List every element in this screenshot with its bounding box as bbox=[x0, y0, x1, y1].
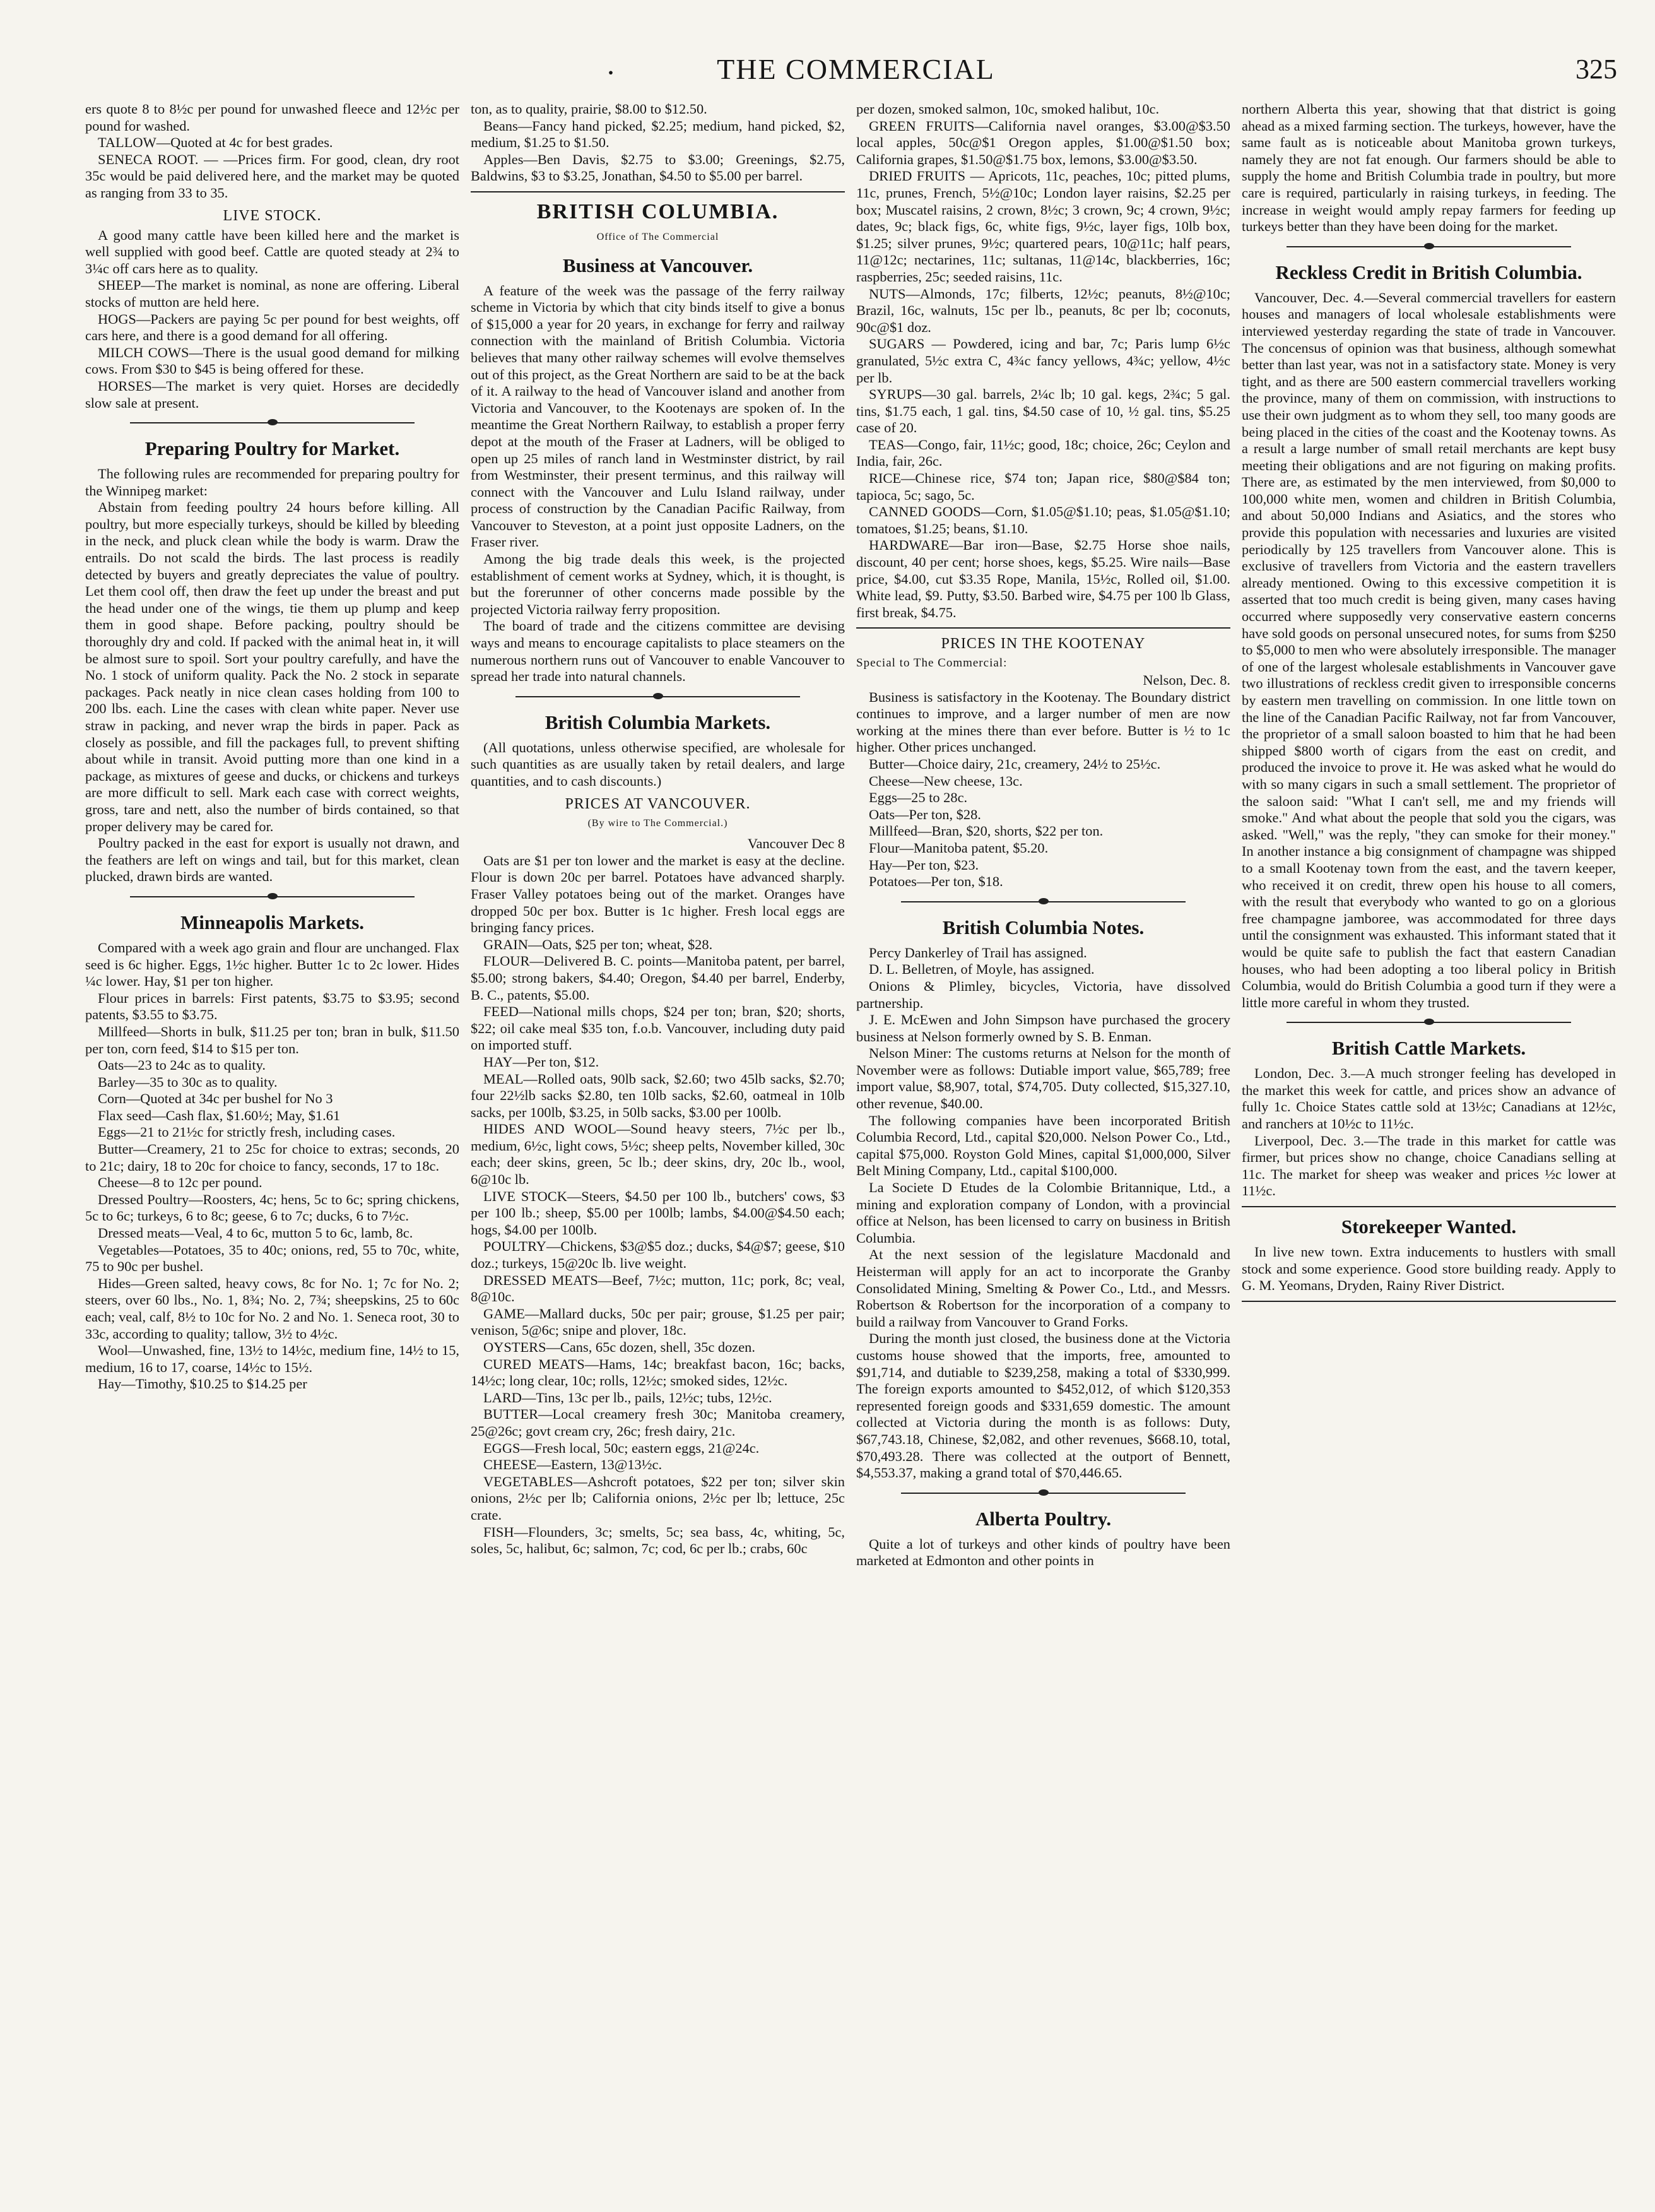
paragraph: Poultry packed in the east for export is usually not drawn, and the feathers are left on wings and tail, but for this market, clean plucked, drawn birds are wanted. bbox=[85, 835, 459, 885]
paragraph: Flax seed—Cash flax, $1.60½; May, $1.61 bbox=[98, 1107, 341, 1123]
paragraph: Barley—35 to 30c as to quality. bbox=[98, 1073, 278, 1090]
paragraph: A feature of the week was the passage of the ferry railway scheme in Victoria by which that city binds itself to give a bonus of $15,000 a year for 20 years, in exchange for ferry and railway connection with the mainland of British Columbia. Victoria believes that many other railway schemes will evolve themselves out of this project, as the Great Northern are said to be at the back of it. A railway to the head of Vancouver island and another from Victoria and Vancouver, to the Kootenays are spoken of. In the meantime the Great Northern Railway, to establish a proper ferry depot at the mouth of the Fraser at Ladners, will be obliged to open up 25 miles of ranch land in Westminster district, by rail from Westminster, their present terminus, and this railway will connect with the Vancouver and Lulu Island railway, under process of construction by the Canadian Pacific Railway, from Vancouver to Steveston, at a point just opposite Ladners, on the Fraser river. bbox=[471, 282, 845, 550]
paragraph: TALLOW—Quoted at 4c for best grades. bbox=[98, 134, 333, 151]
paragraph: Onions & Plimley, bicycles, Victoria, have dissolved partnership. bbox=[856, 978, 1230, 1011]
paragraph: Oats—23 to 24c as to quality. bbox=[98, 1057, 266, 1073]
divider bbox=[1242, 1206, 1616, 1207]
paragraph: Quite a lot of turkeys and other kinds of poultry have been marketed at Edmonton and other points in bbox=[856, 1535, 1230, 1569]
paragraph: A good many cattle have been killed here and the market is well supplied with good beef. Cattle are quoted steady at 2¾ to 3¼c off cars here as to quality. bbox=[85, 227, 459, 276]
paragraph: Flour prices in barrels: First patents, $3.75 to $3.95; second patents, $3.55 to $3.75. bbox=[85, 990, 459, 1023]
paragraph: Among the big trade deals this week, is the projected establishment of cement works at Sydney, which, it is thought, is but the forerunner of other concerns made possible by the projected Victoria railway ferry proposition. bbox=[471, 551, 845, 617]
paragraph: VEGETABLES—Ashcroft potatoes, $22 per ton; silver skin onions, 2½c per lb; California onions, 2½c per lb; lettuce, 25c crate. bbox=[471, 1473, 845, 1523]
paragraph: OYSTERS—Cans, 65c dozen, shell, 35c dozen. bbox=[483, 1339, 755, 1355]
paragraph: Cheese—New cheese, 13c. bbox=[869, 772, 1023, 789]
ornamental-divider bbox=[471, 690, 845, 703]
article-columns bbox=[85, 101, 1618, 2190]
subheading-prices-at-vancouver: PRICES AT VANCOUVER. bbox=[565, 795, 751, 812]
paragraph: Percy Dankerley of Trail has assigned. bbox=[869, 944, 1087, 961]
article-heading-bc-notes: British Columbia Notes. bbox=[942, 916, 1145, 938]
column-3 bbox=[856, 101, 1230, 2184]
paragraph: Business is satisfactory in the Kootenay. The Boundary district continues to improve, and a larger number of men are now working at the mines there than ever before. Butter is ½ to 1c higher. Other prices unchanged. bbox=[856, 689, 1230, 755]
paragraph: CHEESE—Eastern, 13@13½c. bbox=[483, 1457, 663, 1473]
paragraph: LARD—Tins, 13c per lb., pails, 12½c; tubs, 12½c. bbox=[483, 1389, 772, 1405]
paragraph: Millfeed—Shorts in bulk, $11.25 per ton; bran in bulk, $11.50 per ton, corn feed, $14 to $15 per ton. bbox=[85, 1023, 459, 1056]
paragraph: SUGARS — Powdered, icing and bar, 7c; Paris lump 6½c granulated, 5½c extra C, 4¾c fancy yellows, 4¾c; yellow, 4½c per lb. bbox=[856, 336, 1230, 386]
ornamental-divider bbox=[85, 890, 459, 903]
column-2 bbox=[471, 101, 845, 2184]
paragraph: J. E. McEwen and John Simpson have purchased the grocery business at Nelson formerly owned by S. B. Enman. bbox=[856, 1012, 1230, 1044]
paragraph: Flour—Manitoba patent, $5.20. bbox=[869, 839, 1049, 856]
paragraph: Beans—Fancy hand picked, $2.25; medium, hand picked, $2, medium, $1.25 to $1.50. bbox=[471, 117, 845, 151]
paragraph: MEAL—Rolled oats, 90lb sack, $2.60; two 45lb sacks, $2.70; four 22½lb sacks $2.80, ten 10lb sacks, $2.60, oatmeal in 10lb sacks, per 100lb, $3.25, in 50lb sacks, $3.00 per 100lb. bbox=[471, 1070, 845, 1120]
paragraph: BUTTER—Local creamery fresh 30c; Manitoba creamery, 25@26c; govt cream cry, 26c; fresh dairy, 21c. bbox=[471, 1406, 845, 1439]
paragraph: HOGS—Packers are paying 5c per pound for best weights, off cars here, and there is a good demand for all offering. bbox=[85, 311, 459, 344]
ornamental-divider bbox=[85, 417, 459, 429]
paragraph: HORSES—The market is very quiet. Horses are decidedly slow sale at present. bbox=[85, 377, 459, 411]
section-heading-live-stock: LIVE STOCK. bbox=[223, 207, 322, 224]
special-note: Special to The Commercial: bbox=[856, 656, 1008, 670]
paragraph: Vancouver, Dec. 4.—Several commercial travellers for eastern houses and managers of local wholesale establishments were interviewed yesterday regarding the state of trade in Vancouver. The concensus of opinion was that business, although somewhat better than last year, was not in a satisfactory state. Money is very tight, and as there are 500 eastern commercial travellers working the province, many of them on commission, with instructions to use their own judgment as to whom they sell, too many goods are being placed in the cities of the coast and the Kootenay towns. As a result a large number of small retail merchants are kept busy meeting their obligations and are not figuring on making profits. There are, as estimated by the men interviewed, from $0,000 to 100,000 white men, women and children in British Columbia, and about 50,000 Indians and Asiatics, and the stores who provide this population with necessaries and luxuries are visited periodically by 125 travellers from Vancouver alone. This is exclusive of travellers from Victoria and the eastern travellers already mentioned. Owing to this excessive competition it is asserted that too much credit is being given, many cases having occurred where supposedly very conservative eastern concerns have sold goods on personal unsecured notes, for sums from $250 to $5,000 to men who were absolutely irresponsible. The manager of one of the largest wholesale establishments in Vancouver gave two illustrations of reckless credit given to irresponsible concerns by eastern men travelling on commission. In one little town on the line of the Canadian Pacific Railway, not far from Vancouver, the proprietor of a small saloon boasted to him that he had been shipped $800 worth of cigars from the east on credit, and produced the invoice to prove it. He was asked what he would do with so many cigars in such a small settlement. The proprietor of the saloon said: "What I can't sell, me and my friends will smoke." And what about the people that sold you the cigars, was asked. "Well," was the reply, "they can smoke for their money." In another instance a big consignment of champagne was shipped to a small Kootenay town from the east, and the tavern keeper, who received it on credit, threw open his house to all comers, with the result that everybody who wanted to go on a glorious free champagne jamboree, was accommodated for three days until the consignment was exhausted. This informant stated that it would be quite safe to publish the fact that eastern Canadian houses, who had been adopting a too liberal policy in British Columbia, would do British Columbia a good turn if they were a little more careful in whom they trusted. bbox=[1242, 289, 1616, 1010]
paragraph: FLOUR—Delivered B. C. points—Manitoba patent, per barrel, $5.00; strong bakers, $4.40; Oregon, $4.40 per barrel, Enderby, B. C., patents, $5.00. bbox=[471, 953, 845, 1003]
paragraph: FISH—Flounders, 3c; smelts, 5c; sea bass, 4c, whiting, 5c, soles, 5c, halibut, 6c; salmon, 7c; cod, 6c per lb.; crabs, 60c bbox=[471, 1523, 845, 1557]
paragraph: SHEEP—The market is nominal, as none are offering. Liberal stocks of mutton are held here. bbox=[85, 277, 459, 310]
paragraph: Liverpool, Dec. 3.—The trade in this market for cattle was firmer, but prices show no change, choice Canadians selling at 11c. The market for sheep was weaker and prices ½c lower at 11½c. bbox=[1242, 1132, 1616, 1199]
paragraph: Hay—Timothy, $10.25 to $14.25 per bbox=[98, 1376, 307, 1392]
column-1 bbox=[85, 101, 459, 2184]
paragraph: Apples—Ben Davis, $2.75 to $3.00; Greenings, $2.75, Baldwins, $3 to $3.25, Jonathan, $4.50 to $5.00 per barrel. bbox=[471, 151, 845, 184]
section-heading-british-columbia: BRITISH COLUMBIA. bbox=[536, 199, 779, 223]
paragraph: Butter—Creamery, 21 to 25c for choice to extras; seconds, 20 to 21c; dairy, 18 to 20c for choice to fancy, seconds, 17 to 18c. bbox=[85, 1141, 459, 1174]
ornamental-divider bbox=[856, 1487, 1230, 1499]
paragraph: GAME—Mallard ducks, 50c per pair; grouse, $1.25 per pair; venison, 5@6c; snipe and plover, 18c. bbox=[471, 1305, 845, 1339]
paragraph: Potatoes—Per ton, $18. bbox=[869, 873, 1003, 890]
paragraph: Oats—Per ton, $28. bbox=[869, 806, 981, 822]
paragraph: GRAIN—Oats, $25 per ton; wheat, $28. bbox=[483, 936, 713, 952]
ornamental-divider bbox=[1242, 240, 1616, 253]
advertisement-heading-storekeeper-wanted: Storekeeper Wanted. bbox=[1341, 1215, 1517, 1238]
article-heading-alberta-poultry: Alberta Poultry. bbox=[975, 1507, 1112, 1530]
paragraph: Eggs—25 to 28c. bbox=[869, 790, 968, 806]
paragraph: CANNED GOODS—Corn, $1.05@$1.10; peas, $1.05@$1.10; tomatoes, $1.25; beans, $1.10. bbox=[856, 504, 1230, 536]
divider bbox=[856, 627, 1230, 629]
paragraph: RICE—Chinese rice, $74 ton; Japan rice, $80@$84 ton; tapioca, 5c; sago, 5c. bbox=[856, 470, 1230, 503]
paragraph: EGGS—Fresh local, 50c; eastern eggs, 21@24c. bbox=[483, 1440, 760, 1456]
column-4 bbox=[1242, 101, 1616, 2184]
publication-title: THE COMMERCIAL bbox=[717, 53, 995, 85]
paragraph: Millfeed—Bran, $20, shorts, $22 per ton. bbox=[869, 823, 1104, 839]
article-heading-minneapolis-markets: Minneapolis Markets. bbox=[180, 911, 365, 933]
ornamental-divider bbox=[1242, 1016, 1616, 1029]
dateline: Vancouver Dec 8 bbox=[747, 836, 845, 852]
paragraph: During the month just closed, the business done at the Victoria customs house showed that the imports, free, amounted to $91,714, and dutiable to $239,258, making a total of $330,999. The foreign exports amounted to $452,012, of which $120,353 represented foreign goods and $331,659 domestic. The amount collected at Victoria during the month is as follows: Duty, $67,743.18, Chinese, $2,082, and other revenues, $668.10, total, $70,493.28. There was collected at the outport of Bennett, $4,553.37, making a grand total of $70,446.65. bbox=[856, 1330, 1230, 1481]
page-number: 325 bbox=[1575, 54, 1617, 85]
paragraph: ton, as to quality, prairie, $8.00 to $12.50. bbox=[471, 101, 707, 117]
paragraph: London, Dec. 3.—A much stronger feeling has developed in the market this week for cattle, and prices show an advance of fully 1c. Choice States cattle sold at 13½c; Canadians at 12½c, and ranchers at 10½c to 11½c. bbox=[1242, 1065, 1616, 1132]
paragraph: SENECA ROOT. — —Prices firm. For good, clean, dry root 35c would be paid delivered here, and the market may be quoted as ranging from 33 to 35. bbox=[85, 151, 459, 201]
paragraph: Cheese—8 to 12c per pound. bbox=[98, 1174, 262, 1191]
paragraph: SYRUPS—30 gal. barrels, 2¼c lb; 10 gal. kegs, 2¾c; 5 gal. tins, $1.75 each, 1 gal. tins, $4.50 case of 10, ½ gal. tins, $5.25 case of 20. bbox=[856, 386, 1230, 436]
paragraph: Oats are $1 per ton lower and the market is easy at the decline. Flour is down 20c per barrel. Potatoes have advanced sharply. Fraser Valley potatoes being out of the market. Oranges have dropped 50c per box. Butter is 1c higher. Fresh local eggs are bringing fancy prices. bbox=[471, 852, 845, 936]
paragraph: Hides—Green salted, heavy cows, 8c for No. 1; 7c for No. 2; steers, over 60 lbs., No. 1, 8¾; No. 2, 7¾; sheepskins, 25 to 60c each; veal, calf, 8½ to 10c for No. 2 and No. 1. Seneca root, 30 to 33c, according to quality; tallow, 3½ to 4½c. bbox=[85, 1275, 459, 1342]
advertisement-text: In live new town. Extra inducements to hustlers with small stock and some experience. Good store building ready. Apply to G. M. Yeomans, Dryden, Rainy River District. bbox=[1242, 1244, 1616, 1294]
paragraph: Corn—Quoted at 34c per bushel for No 3 bbox=[98, 1091, 333, 1107]
byline: Office of The Commercial bbox=[596, 231, 719, 242]
paragraph: Vegetables—Potatoes, 35 to 40c; onions, red, 55 to 70c, white, 75 to 90c per bushel. bbox=[85, 1241, 459, 1275]
paragraph: Butter—Choice dairy, 21c, creamery, 24½ to 25½c. bbox=[869, 755, 1161, 772]
paragraph: DRIED FRUITS — Apricots, 11c, peaches, 10c; pitted plums, 11c, prunes, French, 5½@10c; London layer raisins, $2.25 per box; Muscatel raisins, 2 crown, 8½c; 3 crown, 9c; 4 crown, 9½c; dates, 9c; black figs, 6c, white figs, 9½c, layer figs, 10lb box, $1.25; silver prunes, 9½c; quartered pears, 10@11c; half pears, 11@12c; nectarines, 11c; sultanas, 11@14c, blackberries, 16c; raspberries, 25c; seeded raisins, 11c. bbox=[856, 168, 1230, 285]
divider bbox=[471, 191, 845, 192]
paragraph: Abstain from feeding poultry 24 hours before killing. All poultry, but more especially turkeys, should be killed by bleeding in the neck, and pluck clean while the body is warm. Draw the entrails. Do not scald the birds. The last process is readily detected by buyers and greatly depreciates the value of poultry. Let them cool off, then draw the feet up under the breast and put the head under one of the wings, tie them up plump and keep them in good shape. Before packing, poultry should be thoroughly dry and cold. If packed with the animal heat in, it will be almost sure to spoil. Sort your poultry carefully, and have the No. 1 stock of uniform quality. Pack the No. 2 stock in separate packages. Pack neatly in nice clean cases holding from 100 to 200 lbs. each. Line the cases with clean white paper. Never use straw in packing, and never wrap the birds in paper. Pack as closely as possible, and fill the packages full, to prevent shifting about while in transit. Avoid putting more than one kind in a package, as mixtures of geese and ducks, or chickens and turkeys are more difficult to sell. Mark each case with correct weights, gross, tare and nett, also the number of birds contained, so that proper delivery may be cared for. bbox=[85, 499, 459, 834]
paragraph: At the next session of the legislature Macdonald and Heisterman will apply for an act to incorporate the Granby Consolidated Mining, Smelting & Power Co., Ltd., and Messrs. Robertson & Robertson for the incorporation of a company to build a railway from Vancouver to Grand Forks. bbox=[856, 1246, 1230, 1330]
paragraph: The board of trade and the citizens committee are devising ways and means to encourage capitalists to place steamers on the numerous northern runs out of Vancouver to enable Vancouver to spread her trade into natural channels. bbox=[471, 618, 845, 685]
paragraph: POULTRY—Chickens, $3@$5 doz.; ducks, $4@$7; geese, $10 doz.; turkeys, 15@20c lb. live weight. bbox=[471, 1238, 845, 1272]
article-heading-bc-markets: British Columbia Markets. bbox=[545, 711, 771, 733]
paragraph: D. L. Belletren, of Moyle, has assigned. bbox=[869, 961, 1095, 978]
paragraph: The following companies have been incorporated British Columbia Record, Ltd., capital $20,000. Nelson Power Co., Ltd., capital $75,000. Royston Gold Mines, capital $1,000,000, Silver Belt Mining Company, Ltd., capital $100,000. bbox=[856, 1112, 1230, 1179]
article-heading-preparing-poultry: Preparing Poultry for Market. bbox=[144, 437, 400, 460]
paragraph: HIDES AND WOOL—Sound heavy steers, 7½c per lb., medium, 6½c, light cows, 5½c; sheep pelts, November killed, 30c each; deer skins, green, 5c lb.; deer skins, dry, 20c lb., wool, 6@10c lb. bbox=[471, 1121, 845, 1188]
ornamental-divider bbox=[856, 896, 1230, 908]
paragraph: HARDWARE—Bar iron—Base, $2.75 Horse shoe nails, discount, 40 per cent; horse shoes, kegs, $5.25. Wire nails—Base price, $4.00, cut $3.35 Rope, Manila, 15½c, Rolled oil, $1.00. White lead, $9. Putty, $3.50. Barbed wire, $4.75 per 100 lb Glass, first break, $4.75. bbox=[856, 537, 1230, 620]
subheading-prices-in-kootenay: PRICES IN THE KOOTENAY bbox=[941, 636, 1146, 653]
paragraph: LIVE STOCK—Steers, $4.50 per 100 lb., butchers' cows, $3 per 100 lb.; sheep, $5.00 per 100lb; lambs, $4.00@$4.50 each; hogs, $4.00 per 100lb. bbox=[471, 1188, 845, 1238]
paragraph: DRESSED MEATS—Beef, 7½c; mutton, 11c; pork, 8c; veal, 8@10c. bbox=[471, 1272, 845, 1305]
paragraph: northern Alberta this year, showing that that district is going ahead as a mixed farming section. The turkeys, however, have the same fault as is noticeable about Manitoba grown turkeys, namely they are not fat enough. Our farmers should be able to supply the home and British Columbia trade in poultry, but more care is required, particularly in raising turkeys, in feeding. The increase in weight would amply repay farmers for feeding up turkeys better than they have been doing for the market. bbox=[1242, 101, 1616, 235]
dateline: Nelson, Dec. 8. bbox=[1143, 672, 1230, 688]
masthead bbox=[82, 44, 1630, 95]
paragraph: Compared with a week ago grain and flour are unchanged. Flax seed is 6c higher. Eggs, 1½c higher. Butter 1c to 2c lower. Hides ¼c lower. Hay, $1 per ton higher. bbox=[85, 939, 459, 990]
paragraph: ers quote 8 to 8½c per pound for unwashed fleece and 12½c per pound for washed. bbox=[85, 101, 459, 134]
paragraph: The following rules are recommended for preparing poultry for the Winnipeg market: bbox=[85, 466, 459, 499]
paragraph: GREEN FRUITS—California navel oranges, $3.00@$3.50 local apples, 50c@$1 Oregon apples, $1.00@$1.50 box; California grapes, $1.50@$1.75 box, lemons, $3.00@$3.50. bbox=[856, 117, 1230, 167]
paragraph: MILCH COWS—There is the usual good demand for milking cows. From $30 to $45 is being offered for these. bbox=[85, 344, 459, 377]
article-heading-british-cattle-markets: British Cattle Markets. bbox=[1331, 1037, 1526, 1060]
ornament-dot: · bbox=[606, 56, 616, 90]
wire-note: (By wire to The Commercial.) bbox=[587, 817, 728, 829]
paragraph: Wool—Unwashed, fine, 13½ to 14½c, medium fine, 14½ to 15, medium, 16 to 17, coarse, 14½c to 15½. bbox=[85, 1342, 459, 1375]
paragraph: TEAS—Congo, fair, 11½c; good, 18c; choice, 26c; Ceylon and India, fair, 26c. bbox=[856, 436, 1230, 470]
paragraph: Nelson Miner: The customs returns at Nelson for the month of November were as follows: Dutiable import value, $65,789; free import value, $8,907, total, $74,705. Duty collected, $15,327.10, other revenue, $40.00. bbox=[856, 1045, 1230, 1112]
paragraph: Dressed meats—Veal, 4 to 6c, mutton 5 to 6c, lamb, 8c. bbox=[98, 1225, 413, 1241]
paragraph: Hay—Per ton, $23. bbox=[869, 856, 979, 873]
paragraph: Eggs—21 to 21½c for strictly fresh, including cases. bbox=[98, 1124, 396, 1140]
paragraph: NUTS—Almonds, 17c; filberts, 12½c; peanuts, 8½@10c; Brazil, 16c, walnuts, 15c per lb., peanuts, 8c per lb; coconuts, 90c@$1 doz. bbox=[856, 285, 1230, 335]
paragraph: Dressed Poultry—Roosters, 4c; hens, 5c to 6c; spring chickens, 5c to 6c; turkeys, 6 to 8c; geese, 6 to 7c; ducks, 6 to 7½c. bbox=[85, 1191, 459, 1224]
paragraph: FEED—National mills chops, $24 per ton; bran, $20; shorts, $22; oil cake meal $35 ton, f.o.b. Vancouver, including duty paid on imported stuff. bbox=[471, 1003, 845, 1053]
divider bbox=[1242, 1301, 1616, 1302]
paragraph: per dozen, smoked salmon, 10c, smoked halibut, 10c. bbox=[856, 101, 1160, 117]
paragraph: CURED MEATS—Hams, 14c; breakfast bacon, 16c; backs, 14½c; long clear, 10c; rolls, 12½c; smoked sides, 12½c. bbox=[471, 1356, 845, 1389]
paragraph: La Societe D Etudes de la Colombie Britannique, Ltd., a mining and exploration company of London, with a provincial office at Nelson, has been licensed to carry on business in British Columbia. bbox=[856, 1180, 1230, 1246]
article-heading-business-at-vancouver: Business at Vancouver. bbox=[562, 254, 753, 276]
paragraph: HAY—Per ton, $12. bbox=[483, 1053, 599, 1070]
article-heading-reckless-credit: Reckless Credit in British Columbia. bbox=[1275, 261, 1582, 283]
paragraph: (All quotations, unless otherwise specified, are wholesale for such quantities as are usually taken by retail dealers, and large quantities, and to cash discounts.) bbox=[471, 739, 845, 789]
